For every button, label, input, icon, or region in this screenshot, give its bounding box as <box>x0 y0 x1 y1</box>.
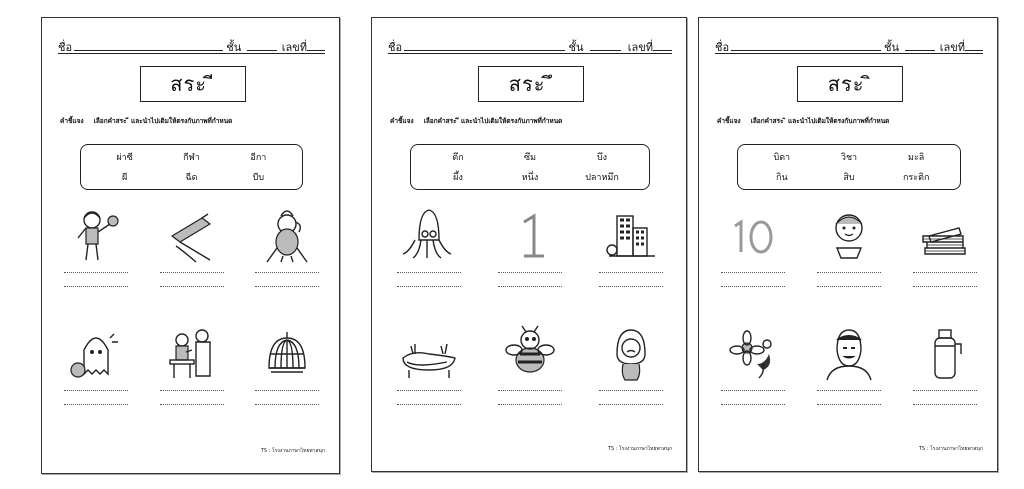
building-icon <box>601 206 661 270</box>
jasmine-flower-icon <box>723 324 783 388</box>
instruction-label: คำชี้แจง <box>390 117 414 125</box>
boy-eating-icon <box>819 206 879 270</box>
word-bank-word: ผึ้ง <box>453 173 463 183</box>
answer-line[interactable] <box>498 404 562 405</box>
worksheet-title <box>797 66 903 102</box>
worksheet-2 <box>371 17 687 472</box>
class-label: ชั้น <box>884 41 899 54</box>
word-bank-word: ผ่าซี <box>116 153 133 163</box>
bee-icon <box>500 324 560 388</box>
answer-line[interactable] <box>397 404 461 405</box>
word-bank-word: ผี <box>121 173 128 183</box>
answer-line[interactable] <box>160 390 224 391</box>
word-bank-word: ซึม <box>523 153 537 163</box>
squid-icon <box>399 206 459 270</box>
answer-line[interactable] <box>255 286 319 287</box>
answer-line[interactable] <box>817 404 881 405</box>
name-row <box>388 38 672 54</box>
name-underline <box>388 53 672 54</box>
instruction <box>390 116 572 126</box>
footer-credit: TS : โรงงานภาษาไทยพาสนุก <box>260 448 325 454</box>
name-field[interactable] <box>404 38 565 51</box>
name-field[interactable] <box>731 38 881 51</box>
answer-line[interactable] <box>817 390 881 391</box>
answer-line[interactable] <box>913 286 977 287</box>
answer-line[interactable] <box>498 390 562 391</box>
name-field[interactable] <box>74 38 223 51</box>
title-text: สระ ิ <box>827 72 873 96</box>
answer-line[interactable] <box>64 272 128 273</box>
title-text: สระ ึ <box>508 72 554 96</box>
class-label: ชั้น <box>568 41 584 54</box>
class-field[interactable] <box>905 38 935 51</box>
instruction-label: คำชี้แจง <box>717 117 741 125</box>
ghost-icon <box>66 324 126 388</box>
name-label: ชื่อ <box>58 41 73 54</box>
name-row <box>715 38 983 54</box>
worksheet-title <box>478 66 584 102</box>
name-label: ชื่อ <box>388 41 403 54</box>
number-label: เลขที่ <box>939 41 965 54</box>
number-label: เลขที่ <box>627 41 654 54</box>
answer-line[interactable] <box>817 286 881 287</box>
injection-icon <box>162 324 222 388</box>
answer-line[interactable] <box>913 390 977 391</box>
answer-line[interactable] <box>599 404 663 405</box>
answer-line[interactable] <box>817 272 881 273</box>
answer-line[interactable] <box>498 286 562 287</box>
instruction-text: เลือกคำสระ ึ และนำไปเติมให้ตรงกับภาพที่กำหนด <box>423 117 563 125</box>
word-bank-word: อีกา <box>250 153 267 163</box>
answer-line[interactable] <box>599 286 663 287</box>
number-one-icon <box>500 206 560 270</box>
name-underline <box>715 53 983 54</box>
number-field[interactable] <box>653 38 672 51</box>
answer-line[interactable] <box>160 404 224 405</box>
answer-line[interactable] <box>64 404 128 405</box>
books-icon <box>915 206 975 270</box>
answer-line[interactable] <box>397 390 461 391</box>
answer-line[interactable] <box>599 272 663 273</box>
answer-line[interactable] <box>913 404 977 405</box>
name-row <box>58 38 325 54</box>
footer-credit: TS : โรงงานภาษาไทยพาสนุก <box>918 446 983 452</box>
answer-line[interactable] <box>397 286 461 287</box>
answer-line[interactable] <box>255 404 319 405</box>
answer-line[interactable] <box>599 390 663 391</box>
title-text: สระ ี <box>170 72 215 96</box>
answer-line[interactable] <box>721 404 785 405</box>
answer-line[interactable] <box>255 390 319 391</box>
thermos-icon <box>915 324 975 388</box>
father-icon <box>819 324 879 388</box>
squeeze-tube-icon <box>162 206 222 270</box>
bird-cage-icon <box>257 324 317 388</box>
name-underline <box>58 53 325 54</box>
word-bank-word: ตึก <box>452 153 464 163</box>
word-bank-word: หนึ่ง <box>521 173 539 183</box>
word-bank-word: สิบ <box>843 173 855 183</box>
answer-line[interactable] <box>721 272 785 273</box>
worksheet-3 <box>698 17 998 472</box>
answer-line[interactable] <box>255 272 319 273</box>
worksheet-1 <box>41 17 340 474</box>
word-bank-word: บึง <box>596 153 608 163</box>
pond-icon <box>399 324 459 388</box>
answer-line[interactable] <box>160 272 224 273</box>
girl-with-ball-icon <box>66 206 126 270</box>
answer-line[interactable] <box>160 286 224 287</box>
answer-line[interactable] <box>498 272 562 273</box>
class-field[interactable] <box>590 38 622 51</box>
word-bank-word: ปลาหมึก <box>585 173 619 183</box>
instruction <box>717 116 899 126</box>
number-label: เลขที่ <box>281 41 308 54</box>
number-field[interactable] <box>965 38 983 51</box>
instruction-text: เลือกคำสระ ี และนำไปเติมให้ตรงกับภาพที่กำหนด <box>93 117 233 125</box>
word-bank-word: บิดา <box>773 153 791 163</box>
class-label: ชั้น <box>226 41 242 54</box>
number-field[interactable] <box>307 38 325 51</box>
word-bank-word: กีฬา <box>183 153 200 163</box>
answer-line[interactable] <box>64 286 128 287</box>
word-bank-word: มะลิ <box>908 153 925 163</box>
answer-line[interactable] <box>397 272 461 273</box>
word-bank-word: กระติก <box>902 173 930 183</box>
footer-credit: TS : โรงงานภาษาไทยพาสนุก <box>607 446 672 452</box>
worksheet-title <box>140 66 246 102</box>
instruction <box>60 116 242 126</box>
answer-line[interactable] <box>721 390 785 391</box>
parrot-icon <box>257 206 317 270</box>
sad-girl-icon <box>601 324 661 388</box>
answer-line[interactable] <box>64 390 128 391</box>
word-bank-word: บีบ <box>252 173 265 183</box>
answer-line[interactable] <box>913 272 977 273</box>
instruction-label: คำชี้แจง <box>60 117 84 125</box>
number-ten-icon <box>723 206 783 270</box>
name-label: ชื่อ <box>715 41 730 54</box>
word-bank-word: ฉีด <box>185 173 198 183</box>
word-bank-word: วิชา <box>840 153 858 163</box>
class-field[interactable] <box>247 38 277 51</box>
instruction-text: เลือกคำสระ ิ และนำไปเติมให้ตรงกับภาพที่กำหนด <box>750 117 890 125</box>
answer-line[interactable] <box>721 286 785 287</box>
word-bank-word: กิน <box>775 173 788 183</box>
